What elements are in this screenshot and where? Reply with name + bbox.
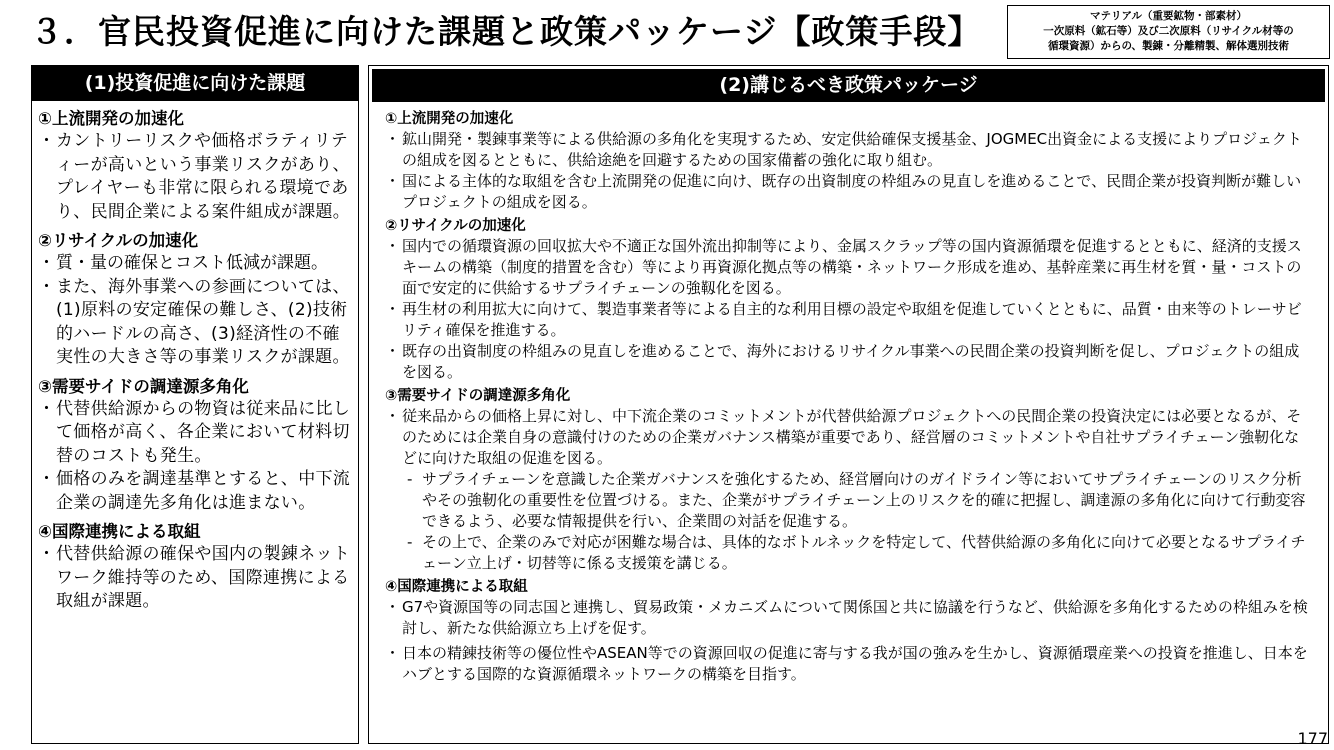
list-item: ・ 国による主体的な取組を含む上流開発の促進に向け、既存の出資制度の枠組みの見直しを進めることで、民間企業が投資判断が難しいプロジェクトの組成を図る。	[385, 171, 1328, 213]
section-title: ③需要サイドの調達源多角化	[38, 376, 249, 396]
section-title: ①上流開発の加速化	[385, 111, 514, 127]
list-item: ・ G7や資源国等の同志国と連携し、貿易政策・メカニズムについて関係国と共に協議を行うなど、供給源を多角化するための枠組みを検討し、新たな供給源立ち上げを促す。	[385, 597, 1328, 639]
list-item: ・ 質・量の確保とコスト低減が課題。	[38, 252, 358, 276]
list-item: ・ 既存の出資制度の枠組みの見直しを進めることで、海外におけるリサイクル事業への民間企業の投資判断を促し、プロジェクトの組成を図る。	[385, 341, 1328, 383]
category-line: マテリアル（重要鉱物・部素材）	[1089, 10, 1248, 22]
issues-panel	[31, 65, 359, 744]
list-item: ・ 再生材の利用拡大に向けて、製造事業者等による自主的な利用目標の設定や取組を促進していくとともに、品質・由来等のトレーサビリティ確保を推進する。	[385, 299, 1328, 341]
section-title: ②リサイクルの加速化	[385, 218, 526, 234]
issues-body	[32, 101, 358, 614]
list-item: ・ 従来品からの価格上昇に対し、中下流企業のコミットメントが代替供給源プロジェクトへの民間企業の投資決定には必要となるが、そのためには企業自身の意識付けのための企業ガバナンス構築が重要であり、経営層のコミットメントや自社サプライチェーン強靭化などに向けた取組の促進を図る。	[385, 406, 1328, 469]
list-item: ・ カントリーリスクや価格ボラティリティーが高いという事業リスクがあり、プレイヤーも非常に限られる環境であり、民間企業による案件組成が課題。	[38, 130, 358, 224]
policy-package-body	[369, 102, 1328, 685]
page-title: ３．官民投資促進に向けた課題と政策パッケージ【政策手段】	[30, 12, 982, 51]
policy-package-panel	[368, 65, 1329, 744]
section-title: ①上流開発の加速化	[38, 109, 184, 128]
section-title: ④国際連携による取組	[385, 579, 528, 595]
sub-list-item: - その上で、企業のみで対応が困難な場合は、具体的なボトルネックを特定して、代替供給源の多角化に向けて必要となるサプライチェーン立上げ・切替等に係る支援策を講じる。	[385, 532, 1328, 574]
section-title: ④国際連携による取組	[38, 522, 201, 541]
list-item: ・ 代替供給源の確保や国内の製錬ネットワーク維持等のため、国際連携による取組が課題。	[38, 543, 358, 614]
list-item: ・ 日本の精錬技術等の優位性やASEAN等での資源回収の促進に寄与する我が国の強みを生かし、資源循環産業への投資を推進し、日本をハブとする国際的な資源循環ネットワークの構築を目指す。	[385, 643, 1328, 685]
list-item: ・ 鉱山開発・製錬事業等による供給源の多角化を実現するため、安定供給確保支援基金、JOGMEC出資金による支援によりプロジェクトの組成を図るとともに、供給途絶を回避するための国家備蓄の強化に取り組む。	[385, 129, 1328, 171]
list-item: ・ 国内での循環資源の回収拡大や不適正な国外流出抑制等により、金属スクラップ等の国内資源循環を促進するとともに、経済的支援スキームの構築（制度的措置を含む）等により再資源化拠点等の構築・ネットワーク形成を進め、基幹産業に再生材を質・量・コストの面で安定的に供給するサプライチェーンの強靱化を図る。	[385, 236, 1328, 299]
category-box	[1007, 5, 1330, 59]
category-line: 循環資源）からの、製錬・分離精製、解体選別技術	[1047, 40, 1290, 52]
list-item: ・ 代替供給源からの物資は従来品に比して価格が高く、各企業において材料切替のコストも発生。	[38, 398, 358, 469]
list-item: ・ 価格のみを調達基準とすると、中下流企業の調達先多角化は進まない。	[38, 468, 358, 515]
section-title: ③需要サイドの調達源多角化	[385, 388, 571, 404]
category-line: 一次原料（鉱石等）及び二次原料（リサイクル材等の	[1043, 25, 1294, 37]
policy-package-header: (2)講じるべき政策パッケージ	[372, 69, 1325, 102]
page-number: 177	[1297, 729, 1328, 748]
issues-panel-header: (1)投資促進に向けた課題	[32, 66, 358, 101]
list-item: ・ また、海外事業への参画については、(1)原料の安定確保の難しさ、(2)技術的ハードルの高さ、(3)経済性の不確実性の大きさ等の事業リスクが課題。	[38, 276, 358, 370]
sub-list-item: - サプライチェーンを意識した企業ガバナンスを強化するため、経営層向けのガイドライン等においてサプライチェーンのリスク分析やその強靭化の重要性を位置づける。また、企業がサプライチェーン上のリスクを的確に把握し、調達源の多角化に向けて行動変容できるよう、必要な情報提供を行い、企業間の対話を促進する。	[385, 469, 1328, 532]
section-title: ②リサイクルの加速化	[38, 231, 199, 250]
